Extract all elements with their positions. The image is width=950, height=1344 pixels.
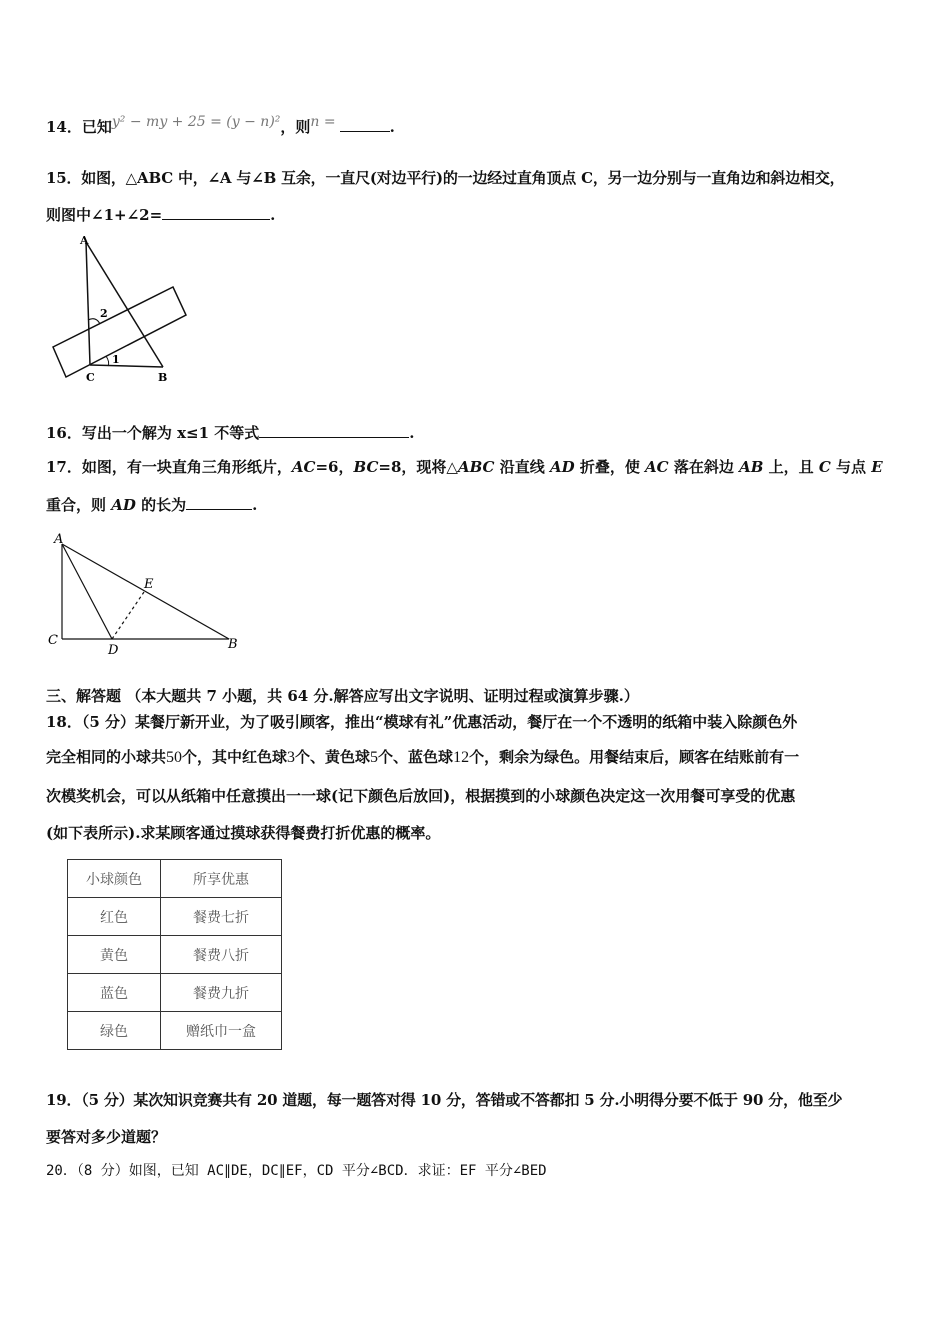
q18-discount-table: [67, 859, 282, 1050]
q14-var-n: n =: [310, 114, 336, 130]
q14-mid: ，则: [280, 118, 311, 136]
q17-label-c: C: [48, 633, 58, 648]
q18-text-d: 个、蓝色球: [378, 748, 454, 766]
q14-formula: y² − my + 25 = (y − n)²: [111, 114, 281, 130]
q15-label-c: C: [86, 371, 95, 384]
q17-segment-de: [112, 592, 144, 639]
table-cell-discount: 餐费九折: [161, 974, 282, 1012]
question-16: [46, 422, 415, 443]
question-15-line1: 15．如图，△ABC 中，∠A 与∠B 互余，一直尺(对边平行)的一边经过直角顶点 C，另一边分别与一直角边和斜边相交，: [46, 169, 845, 187]
q16-prefix: 16．写出一个解为 x≤1 不等式: [46, 424, 260, 442]
q17-text-a: 17．如图，有一块直角三角形纸片，: [46, 458, 292, 476]
q17-bc-val: =8，现将△: [378, 458, 458, 476]
q17-c: C: [818, 458, 831, 476]
q17-label-d: D: [108, 643, 119, 655]
q17-ac2: AC: [645, 458, 669, 476]
q17-ac: AC: [291, 458, 316, 476]
q17-text-h: 的长为: [135, 496, 187, 514]
q17-text-d: 落在斜边: [668, 458, 740, 476]
q15-label-1: 1: [112, 353, 120, 366]
q15-side-ab: [86, 242, 163, 367]
q15-answer-blank[interactable]: [162, 205, 270, 220]
q15-angle-1-arc: [106, 356, 109, 366]
q15-side-cb: [90, 365, 163, 367]
q18-n5: 5: [370, 749, 379, 766]
q17-text-c: 折叠，使: [574, 458, 646, 476]
q14-number: 14．: [46, 118, 82, 136]
q18-text-c: 个、黄色球: [295, 748, 371, 766]
q17-ab: AB: [739, 458, 764, 476]
table-row: [68, 974, 282, 1012]
q15-label-2: 2: [100, 307, 108, 320]
question-17-line2: [46, 494, 257, 515]
table-cell-color: 蓝色: [68, 974, 161, 1012]
q17-label-e: E: [144, 577, 154, 592]
question-14: [46, 116, 395, 137]
table-cell-discount: 餐费七折: [161, 898, 282, 936]
q17-text-g: 重合，则: [46, 496, 112, 514]
question-18-line2: [46, 746, 799, 767]
q17-bc: BC: [353, 458, 379, 476]
table-header-color: 小球颜色: [68, 860, 161, 898]
question-20-line1: 20．（8 分）如图，已知 AC∥DE，DC∥EF，CD 平分∠BCD．求证：EF 平分∠BED: [46, 1163, 547, 1179]
q16-answer-blank[interactable]: [259, 423, 409, 438]
question-19-line2: 要答对多少道题？: [46, 1128, 167, 1146]
table-row: [68, 1012, 282, 1050]
q15-side-ac: [86, 242, 90, 365]
q15-label-b: B: [158, 371, 168, 384]
table-header-discount: 所享优惠: [161, 860, 282, 898]
q15-figure: [48, 232, 198, 387]
q17-ad: AD: [549, 458, 575, 476]
table-cell-color: 绿色: [68, 1012, 161, 1050]
q17-text-e: 上，且: [763, 458, 819, 476]
q17-answer-blank[interactable]: [186, 495, 252, 510]
q15-prefix: 则图中∠1+∠2=: [46, 206, 163, 224]
q17-e: E: [871, 458, 883, 476]
question-18-line4: (如下表所示).求某顾客通过摸球获得餐费打折优惠的概率。: [46, 824, 441, 842]
q16-suffix: .: [409, 424, 415, 442]
q17-ac-val: =6，: [315, 458, 354, 476]
q17-abc: ABC: [457, 458, 495, 476]
q18-n50: 50: [166, 749, 183, 766]
question-18-line3: 次模奖机会，可以从纸箱中任意摸出一一球(记下颜色后放回)，根据摸到的小球颜色决定这一次用餐可享受的优惠: [46, 787, 796, 805]
q14-prefix: 已知: [81, 118, 112, 136]
q18-n3: 3: [287, 749, 296, 766]
table-row: [68, 898, 282, 936]
q17-label-a: A: [54, 532, 64, 547]
q18-n12: 12: [453, 749, 470, 766]
q14-suffix: .: [389, 118, 395, 136]
q17-text-b: 沿直线: [494, 458, 550, 476]
question-19-line1: 19．（5 分）某次知识竞赛共有 20 道题，每一题答对得 10 分，答错或不答都扣 5 分.小明得分要不低于 90 分，他至少: [46, 1091, 843, 1109]
q17-label-b: B: [228, 637, 238, 652]
q15-suffix: .: [270, 206, 276, 224]
table-cell-color: 黄色: [68, 936, 161, 974]
q18-text-e: 个，剩余为绿色。用餐结束后，顾客在结账前有一: [469, 748, 800, 766]
q18-text-b: 个，其中红色球: [182, 748, 288, 766]
q17-ad2: AD: [111, 496, 136, 514]
question-18-line1: 18．（5 分）某餐厅新开业，为了吸引顾客，推出“模球有礼”优惠活动，餐厅在一个不透明的纸箱中装入除颜色外: [46, 713, 798, 731]
q17-text-f: 与点: [830, 458, 872, 476]
question-15-line2: [46, 204, 275, 225]
q15-label-a: A: [80, 234, 89, 247]
table-cell-discount: 赠纸巾一盒: [161, 1012, 282, 1050]
table-cell-color: 红色: [68, 898, 161, 936]
table-cell-discount: 餐费八折: [161, 936, 282, 974]
table-header-row: [68, 860, 282, 898]
q14-answer-blank[interactable]: [340, 117, 390, 132]
question-17-line1: [46, 456, 883, 477]
table-row: [68, 936, 282, 974]
q18-text-a: 完全相同的小球共: [46, 748, 167, 766]
q15-angle-2-arc: [88, 319, 100, 324]
section-3-title: 三、解答题 （本大题共 7 小题，共 64 分.解答应写出文字说明、证明过程或演算步骤.）: [46, 687, 639, 705]
q17-figure: [44, 530, 244, 655]
q17-suffix: .: [252, 496, 258, 514]
